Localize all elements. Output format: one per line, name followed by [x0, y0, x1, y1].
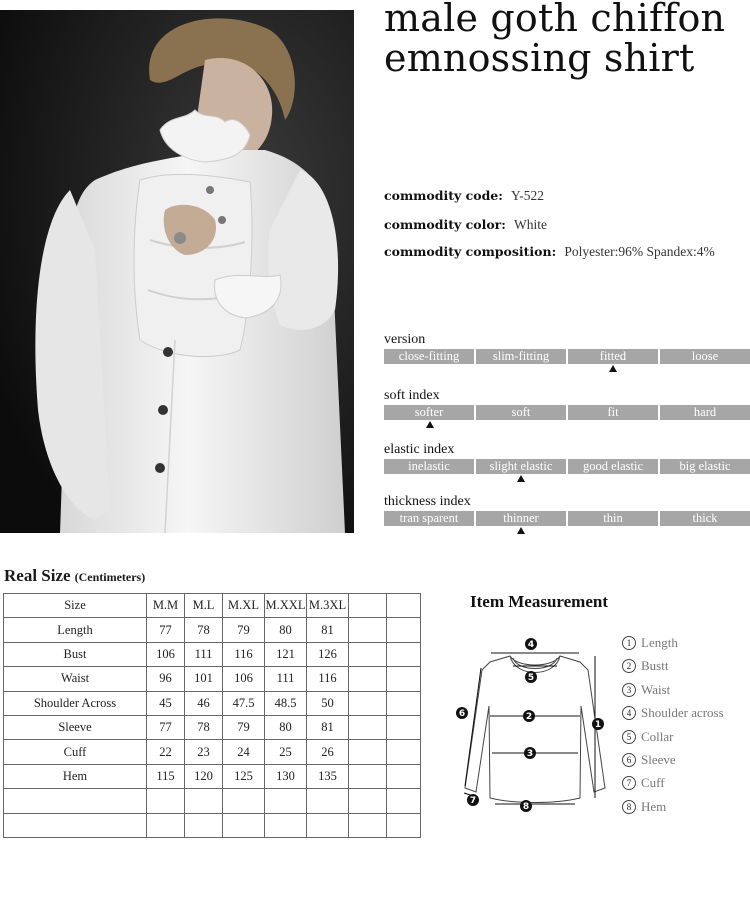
real-size-unit: (Centimeters)	[74, 570, 146, 584]
diagram-marker-3	[524, 747, 536, 759]
product-title-line1: male goth chiffon	[384, 0, 726, 40]
table-cell	[349, 642, 387, 666]
table-row	[4, 642, 421, 666]
table-row	[4, 667, 421, 691]
table-cell	[307, 813, 349, 837]
table-cell	[349, 715, 387, 739]
scale-title: elastic index	[384, 442, 455, 457]
scale-option: good elastic	[568, 459, 658, 474]
commodity-code-row	[384, 188, 750, 204]
scale-option: slim-fitting	[476, 349, 566, 364]
scale-soft-index	[384, 387, 750, 429]
table-cell	[4, 789, 147, 813]
table-cell	[349, 667, 387, 691]
table-cell	[349, 740, 387, 764]
scale-thickness-index	[384, 493, 750, 535]
legend-item-hem	[622, 797, 724, 820]
table-cell	[349, 764, 387, 788]
scale-marker-track	[384, 364, 750, 373]
legend-item-waist	[622, 680, 724, 703]
table-cell: 116	[223, 642, 265, 666]
scale-bar	[384, 511, 750, 526]
table-cell: 26	[307, 740, 349, 764]
table-cell: M.L	[185, 594, 223, 618]
legend-label: Hem	[641, 798, 667, 814]
table-cell	[387, 813, 421, 837]
legend-number-icon: 8	[622, 800, 636, 814]
table-cell	[387, 764, 421, 788]
table-cell: 25	[265, 740, 307, 764]
table-cell: 125	[223, 764, 265, 788]
table-cell: 96	[147, 667, 185, 691]
table-cell	[349, 813, 387, 837]
scale-option: tran sparent	[384, 511, 474, 526]
legend-item-shoulder	[622, 703, 724, 726]
table-cell	[4, 813, 147, 837]
table-cell: Length	[4, 618, 147, 642]
scale-marker-icon	[517, 475, 525, 482]
legend-label: Sleeve	[641, 751, 676, 767]
table-cell	[265, 813, 307, 837]
commodity-color-value: White	[514, 217, 547, 232]
table-cell	[147, 789, 185, 813]
diagram-marker-5-text: 5	[527, 673, 535, 683]
table-row	[4, 764, 421, 788]
table-cell: 77	[147, 618, 185, 642]
legend-number-icon: 2	[622, 659, 636, 673]
product-photo	[0, 10, 354, 533]
table-cell: 50	[307, 691, 349, 715]
diagram-marker-8-text: 8	[522, 802, 530, 812]
table-cell	[387, 667, 421, 691]
table-cell	[387, 618, 421, 642]
commodity-code-label: commodity code:	[384, 188, 503, 203]
diagram-marker-7	[467, 794, 479, 806]
scale-version	[384, 331, 750, 373]
table-cell	[349, 789, 387, 813]
table-cell: 115	[147, 764, 185, 788]
real-size-title: Real Size	[4, 566, 71, 585]
legend-label: Cuff	[641, 775, 665, 791]
diagram-marker-6	[456, 707, 468, 719]
legend-item-length	[622, 633, 724, 656]
table-cell: 130	[265, 764, 307, 788]
diagram-marker-5	[525, 671, 537, 683]
scale-title: version	[384, 332, 426, 347]
table-cell: 80	[265, 715, 307, 739]
commodity-composition-label: commodity composition:	[384, 244, 557, 259]
scale-option: inelastic	[384, 459, 474, 474]
table-cell: 22	[147, 740, 185, 764]
scale-bar	[384, 349, 750, 364]
scale-option: close-fitting	[384, 349, 474, 364]
scale-option: fitted	[568, 349, 658, 364]
scale-marker-icon	[517, 527, 525, 534]
legend-item-collar	[622, 727, 724, 750]
table-cell: 78	[185, 618, 223, 642]
legend-label: Collar	[641, 728, 674, 744]
scale-bar	[384, 459, 750, 474]
measurement-legend	[622, 633, 724, 820]
table-cell: 45	[147, 691, 185, 715]
scale-option: loose	[660, 349, 750, 364]
diagram-marker-4-text: 4	[527, 640, 535, 650]
table-cell: 47.5	[223, 691, 265, 715]
scale-bar	[384, 405, 750, 420]
table-row	[4, 715, 421, 739]
table-cell	[147, 813, 185, 837]
table-cell: 79	[223, 618, 265, 642]
table-cell	[307, 789, 349, 813]
table-cell: Sleeve	[4, 715, 147, 739]
table-cell	[349, 594, 387, 618]
size-table	[3, 593, 421, 838]
legend-number-icon: 7	[622, 776, 636, 790]
product-title-line2: emnossing shirt	[384, 36, 695, 80]
diagram-marker-2	[523, 710, 535, 722]
table-header-row	[4, 594, 421, 618]
table-cell	[387, 789, 421, 813]
scale-title: soft index	[384, 388, 440, 403]
scale-option: fit	[568, 405, 658, 420]
legend-label: Length	[641, 635, 678, 650]
table-cell: 116	[307, 667, 349, 691]
scale-option: thick	[660, 511, 750, 526]
commodity-color-row	[384, 217, 750, 233]
commodity-composition-value: Polyester:96% Spandex:4%	[564, 244, 715, 259]
diagram-marker-2-text: 2	[525, 712, 533, 722]
legend-number-icon: 1	[622, 636, 636, 650]
scale-option: thinner	[476, 511, 566, 526]
table-cell: M.XXL	[265, 594, 307, 618]
table-cell	[387, 740, 421, 764]
table-cell	[387, 642, 421, 666]
legend-item-sleeve	[622, 750, 724, 773]
table-cell	[387, 594, 421, 618]
scale-marker-icon	[609, 365, 617, 372]
table-cell: 81	[307, 715, 349, 739]
table-cell: 106	[147, 642, 185, 666]
table-cell	[223, 789, 265, 813]
legend-number-icon: 6	[622, 753, 636, 767]
diagram-marker-1-text: 1	[594, 720, 602, 730]
table-row	[4, 740, 421, 764]
table-cell	[265, 789, 307, 813]
table-cell: 77	[147, 715, 185, 739]
scale-option: thin	[568, 511, 658, 526]
table-cell	[349, 691, 387, 715]
commodity-composition-row	[384, 244, 750, 260]
legend-item-bust	[622, 656, 724, 679]
table-cell: 79	[223, 715, 265, 739]
table-cell: Shoulder Across	[4, 691, 147, 715]
table-row	[4, 789, 421, 813]
table-cell: 106	[223, 667, 265, 691]
diagram-marker-8	[520, 800, 532, 812]
item-measurement-title: Item Measurement	[470, 592, 609, 611]
commodity-color-label: commodity color:	[384, 217, 506, 232]
table-cell: 120	[185, 764, 223, 788]
table-row	[4, 813, 421, 837]
measurement-diagram	[455, 628, 615, 822]
table-cell: M.M	[147, 594, 185, 618]
diagram-marker-6-text: 6	[458, 709, 466, 719]
scale-marker-track	[384, 526, 750, 535]
table-cell: 78	[185, 715, 223, 739]
legend-number-icon: 3	[622, 683, 636, 697]
table-cell	[387, 691, 421, 715]
scale-title: thickness index	[384, 494, 471, 509]
scale-option: hard	[660, 405, 750, 420]
legend-label: Bustt	[641, 658, 669, 674]
table-cell: Cuff	[4, 740, 147, 764]
table-cell	[387, 715, 421, 739]
product-title	[384, 0, 750, 78]
scale-marker-track	[384, 474, 750, 483]
scale-option: softer	[384, 405, 474, 420]
scale-marker-track	[384, 420, 750, 429]
legend-label: Waist	[641, 681, 671, 697]
table-cell: 46	[185, 691, 223, 715]
table-cell: 111	[185, 642, 223, 666]
table-cell	[185, 813, 223, 837]
diagram-marker-3-text: 3	[526, 749, 534, 759]
diagram-marker-7-text: 7	[469, 796, 477, 806]
scale-elastic-index	[384, 441, 750, 483]
scale-option: soft	[476, 405, 566, 420]
table-cell: Size	[4, 594, 147, 618]
table-cell: M.3XL	[307, 594, 349, 618]
table-cell: Bust	[4, 642, 147, 666]
table-cell	[349, 618, 387, 642]
commodity-code-value: Y-522	[511, 188, 545, 203]
table-cell: Waist	[4, 667, 147, 691]
table-cell	[223, 813, 265, 837]
scale-marker-icon	[426, 421, 434, 428]
legend-label: Shoulder across	[641, 705, 724, 721]
diagram-marker-4	[525, 638, 537, 650]
table-row	[4, 691, 421, 715]
table-cell: 121	[265, 642, 307, 666]
real-size-heading	[4, 566, 145, 586]
table-cell: 81	[307, 618, 349, 642]
diagram-marker-1	[592, 718, 604, 730]
table-row	[4, 618, 421, 642]
table-cell: 135	[307, 764, 349, 788]
legend-number-icon: 5	[622, 730, 636, 744]
table-cell: Hem	[4, 764, 147, 788]
table-cell	[185, 789, 223, 813]
table-cell: 126	[307, 642, 349, 666]
table-cell: 80	[265, 618, 307, 642]
scale-option: slight elastic	[476, 459, 566, 474]
table-cell: M.XL	[223, 594, 265, 618]
table-cell: 111	[265, 667, 307, 691]
scale-option: big elastic	[660, 459, 750, 474]
legend-item-cuff	[622, 773, 724, 796]
table-cell: 24	[223, 740, 265, 764]
table-cell: 23	[185, 740, 223, 764]
table-cell: 101	[185, 667, 223, 691]
legend-number-icon: 4	[622, 706, 636, 720]
table-cell: 48.5	[265, 691, 307, 715]
